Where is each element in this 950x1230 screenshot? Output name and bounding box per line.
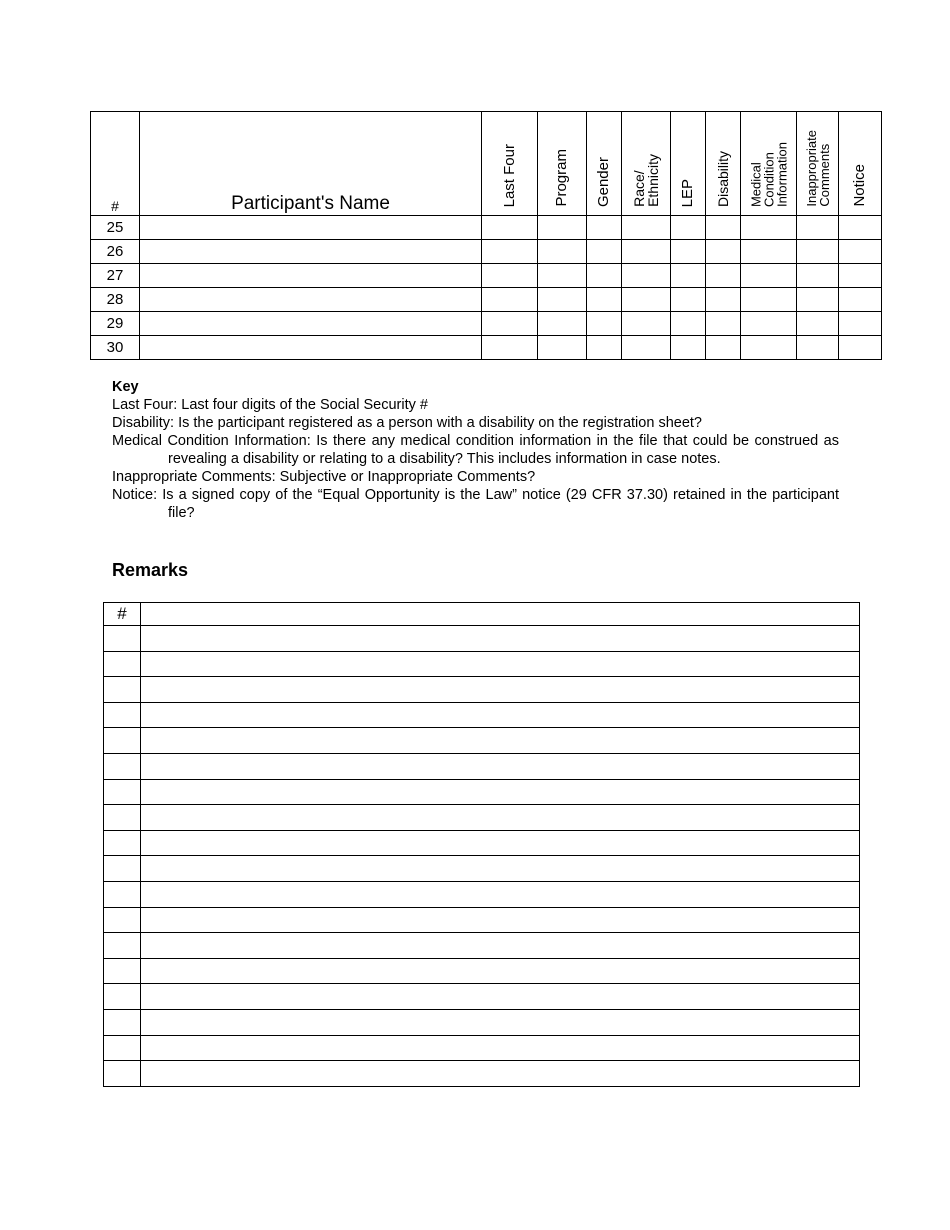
- participant-cell[interactable]: [140, 216, 482, 240]
- participant-cell[interactable]: [706, 336, 741, 360]
- participant-cell[interactable]: [587, 264, 622, 288]
- remarks-text-cell[interactable]: [141, 677, 860, 703]
- notice-column-header: Notice: [839, 112, 882, 216]
- key-last-four: Last Four: Last four digits of the Social Security #: [112, 397, 428, 413]
- participant-cell[interactable]: [482, 336, 538, 360]
- participant-cell[interactable]: [482, 240, 538, 264]
- participant-cell[interactable]: [587, 312, 622, 336]
- participant-cell[interactable]: [622, 312, 671, 336]
- participant-cell[interactable]: [839, 216, 882, 240]
- remarks-text-header: [141, 603, 860, 626]
- participant-cell[interactable]: [538, 336, 587, 360]
- remarks-row: [104, 728, 860, 754]
- remarks-row: [104, 907, 860, 933]
- remarks-number-header: #: [104, 603, 141, 626]
- participant-cell[interactable]: [671, 240, 706, 264]
- number-column-header: #: [91, 112, 140, 216]
- remarks-row: [104, 958, 860, 984]
- remarks-number-cell[interactable]: [104, 779, 141, 805]
- remarks-row: [104, 677, 860, 703]
- participant-cell[interactable]: [741, 216, 797, 240]
- remarks-text-cell[interactable]: [141, 626, 860, 652]
- participant-cell[interactable]: [706, 216, 741, 240]
- remarks-number-cell[interactable]: [104, 651, 141, 677]
- remarks-text-cell[interactable]: [141, 830, 860, 856]
- participant-cell[interactable]: [671, 288, 706, 312]
- participant-cell[interactable]: [587, 216, 622, 240]
- remarks-title: Remarks: [112, 560, 189, 580]
- remarks-number-cell[interactable]: [104, 1061, 141, 1087]
- participant-cell[interactable]: [671, 312, 706, 336]
- remarks-number-cell[interactable]: [104, 881, 141, 907]
- remarks-row: [104, 1009, 860, 1035]
- row-number: 29: [91, 312, 140, 336]
- key-medical-condition: Medical Condition Information: Is there any medical condition information in the file that could be construed as revealing a disability or relating to a disability? This includes information in case notes.: [112, 433, 839, 467]
- last-four-column-header: Last Four: [482, 112, 538, 216]
- remarks-row: [104, 753, 860, 779]
- participant-header-row: [91, 112, 882, 216]
- remarks-row: [104, 805, 860, 831]
- participant-cell[interactable]: [140, 240, 482, 264]
- participant-cell[interactable]: [671, 216, 706, 240]
- key-notice: Notice: Is a signed copy of the “Equal Opportunity is the Law” notice (29 CFR 37.30) retained in the participant file?: [112, 487, 839, 521]
- participant-name-column-header: Participant's Name: [140, 112, 482, 216]
- remarks-text-cell[interactable]: [141, 881, 860, 907]
- participant-cell[interactable]: [622, 216, 671, 240]
- participant-cell[interactable]: [140, 264, 482, 288]
- remarks-row: [104, 651, 860, 677]
- participant-row: [91, 312, 882, 336]
- participant-cell[interactable]: [671, 264, 706, 288]
- remarks-text-cell[interactable]: [141, 1009, 860, 1035]
- remarks-text-cell[interactable]: [141, 856, 860, 882]
- remarks-text-cell[interactable]: [141, 753, 860, 779]
- participant-cell[interactable]: [587, 336, 622, 360]
- participant-cell[interactable]: [706, 264, 741, 288]
- participant-cell[interactable]: [839, 264, 882, 288]
- race-ethnicity-column-header: Race/ Ethnicity: [622, 112, 671, 216]
- remarks-text-cell[interactable]: [141, 651, 860, 677]
- participant-cell[interactable]: [538, 216, 587, 240]
- remarks-row: [104, 1061, 860, 1087]
- participant-cell[interactable]: [587, 240, 622, 264]
- participant-cell[interactable]: [797, 336, 839, 360]
- remarks-text-cell[interactable]: [141, 702, 860, 728]
- remarks-row: [104, 984, 860, 1010]
- row-number: 26: [91, 240, 140, 264]
- remarks-text-cell[interactable]: [141, 984, 860, 1010]
- participant-row: [91, 240, 882, 264]
- participant-cell[interactable]: [741, 264, 797, 288]
- participant-row: [91, 216, 882, 240]
- remarks-row: [104, 856, 860, 882]
- participant-cell[interactable]: [741, 312, 797, 336]
- gender-column-header: Gender: [587, 112, 622, 216]
- remarks-row: [104, 702, 860, 728]
- participant-cell[interactable]: [482, 264, 538, 288]
- participant-cell[interactable]: [797, 312, 839, 336]
- key-section: [112, 378, 839, 522]
- remarks-row: [104, 933, 860, 959]
- participant-cell[interactable]: [482, 288, 538, 312]
- medical-condition-column-header: Medical Condition Information: [741, 112, 797, 216]
- key-title: Key: [112, 379, 139, 395]
- remarks-row: [104, 626, 860, 652]
- participant-cell[interactable]: [140, 336, 482, 360]
- participant-cell[interactable]: [797, 264, 839, 288]
- remarks-text-cell[interactable]: [141, 779, 860, 805]
- remarks-number-cell[interactable]: [104, 702, 141, 728]
- participant-cell[interactable]: [671, 336, 706, 360]
- participant-cell[interactable]: [482, 216, 538, 240]
- row-number: 27: [91, 264, 140, 288]
- lep-column-header: LEP: [671, 112, 706, 216]
- participant-cell[interactable]: [482, 312, 538, 336]
- participant-row: [91, 264, 882, 288]
- participant-cell[interactable]: [741, 336, 797, 360]
- remarks-text-cell[interactable]: [141, 958, 860, 984]
- participant-row: [91, 288, 882, 312]
- remarks-text-cell[interactable]: [141, 907, 860, 933]
- remarks-number-cell[interactable]: [104, 958, 141, 984]
- participant-row: [91, 336, 882, 360]
- participant-cell[interactable]: [706, 240, 741, 264]
- inappropriate-comments-column-header: Inappropriate Comments: [797, 112, 839, 216]
- remarks-number-cell[interactable]: [104, 753, 141, 779]
- participant-cell[interactable]: [839, 288, 882, 312]
- remarks-row: [104, 881, 860, 907]
- participant-cell[interactable]: [741, 288, 797, 312]
- participant-cell[interactable]: [538, 312, 587, 336]
- remarks-text-cell[interactable]: [141, 805, 860, 831]
- participant-cell[interactable]: [839, 312, 882, 336]
- remarks-text-cell[interactable]: [141, 1035, 860, 1061]
- program-column-header: Program: [538, 112, 587, 216]
- remarks-row: [104, 779, 860, 805]
- remarks-number-cell[interactable]: [104, 933, 141, 959]
- remarks-number-cell[interactable]: [104, 907, 141, 933]
- participant-cell[interactable]: [706, 312, 741, 336]
- participant-cell[interactable]: [587, 288, 622, 312]
- participant-cell[interactable]: [538, 240, 587, 264]
- participant-cell[interactable]: [622, 264, 671, 288]
- participant-cell[interactable]: [797, 288, 839, 312]
- remarks-row: [104, 1035, 860, 1061]
- remarks-number-cell[interactable]: [104, 805, 141, 831]
- remarks-table: [103, 602, 860, 1087]
- disability-column-header: Disability: [706, 112, 741, 216]
- row-number: 30: [91, 336, 140, 360]
- remarks-number-cell[interactable]: [104, 856, 141, 882]
- participant-cell[interactable]: [622, 288, 671, 312]
- remarks-number-cell[interactable]: [104, 1009, 141, 1035]
- remarks-number-cell[interactable]: [104, 677, 141, 703]
- participant-cell[interactable]: [797, 216, 839, 240]
- remarks-text-cell[interactable]: [141, 1061, 860, 1087]
- key-disability: Disability: Is the participant registered as a person with a disability on the registration sheet?: [112, 415, 702, 431]
- remarks-number-cell[interactable]: [104, 1035, 141, 1061]
- participant-cell[interactable]: [839, 336, 882, 360]
- participant-table: [90, 111, 882, 360]
- remarks-number-cell[interactable]: [104, 626, 141, 652]
- remarks-header-row: [104, 603, 860, 626]
- participant-cell[interactable]: [741, 240, 797, 264]
- remarks-text-cell[interactable]: [141, 728, 860, 754]
- remarks-number-cell[interactable]: [104, 830, 141, 856]
- participant-cell[interactable]: [538, 264, 587, 288]
- remarks-number-cell[interactable]: [104, 984, 141, 1010]
- key-inappropriate-comments: Inappropriate Comments: Subjective or Inappropriate Comments?: [112, 469, 536, 485]
- participant-cell[interactable]: [797, 240, 839, 264]
- remarks-number-cell[interactable]: [104, 728, 141, 754]
- participant-cell[interactable]: [622, 240, 671, 264]
- row-number: 28: [91, 288, 140, 312]
- participant-cell[interactable]: [622, 336, 671, 360]
- remarks-text-cell[interactable]: [141, 933, 860, 959]
- participant-cell[interactable]: [140, 312, 482, 336]
- participant-cell[interactable]: [706, 288, 741, 312]
- remarks-row: [104, 830, 860, 856]
- participant-cell[interactable]: [140, 288, 482, 312]
- participant-cell[interactable]: [538, 288, 587, 312]
- row-number: 25: [91, 216, 140, 240]
- participant-cell[interactable]: [839, 240, 882, 264]
